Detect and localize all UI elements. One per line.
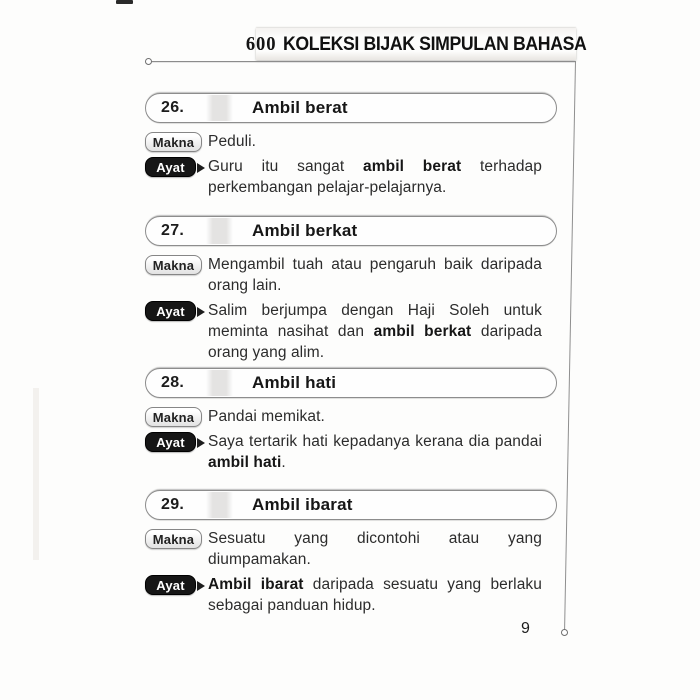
makna-badge [145,255,202,275]
entry-number-divider [206,95,233,121]
ayat-badge [145,432,196,452]
makna-badge [145,132,202,152]
makna-row [145,131,557,152]
entry-number-divider [206,218,233,244]
ayat-text: Ambil ibarat daripada sesuatu yang berlaku sebagai panduan hidup. [208,576,542,614]
entry-28 [145,368,557,473]
entry-title: Ambil hati [252,373,337,392]
right-rule-end-circle [561,629,568,636]
makna-badge-label: Makna [152,134,195,150]
ayat-row [145,300,557,363]
ayat-arrow-icon [197,163,205,173]
right-margin-rule [564,61,576,631]
entry-number-divider [206,492,233,518]
ayat-row [145,431,557,473]
makna-text: Peduli. [208,133,257,150]
entry-title: Ambil berat [252,98,348,117]
series-number: 600 [245,32,277,55]
scan-artifact-mark [116,0,133,4]
ayat-arrow-icon [197,581,205,591]
ayat-badge [145,157,196,177]
entry-27 [145,216,557,363]
ayat-arrow-icon [197,438,205,448]
makna-text: Pandai memikat. [208,408,325,425]
ayat-arrow-icon [197,307,205,317]
ayat-badge-label: Ayat [156,434,185,450]
page-number: 9 [521,620,530,637]
ayat-badge-label: Ayat [156,577,185,593]
ayat-badge-label: Ayat [156,159,185,175]
ayat-badge [145,575,196,595]
entry-header-box [145,216,557,246]
entry-number: 28. [161,374,185,391]
ayat-row [145,156,557,198]
entry-title: Ambil ibarat [252,495,353,514]
header-rule [152,61,576,62]
makna-row [145,254,557,296]
makna-text: Mengambil tuah atau pengaruh baik daripada orang lain. [208,256,542,294]
ayat-text: Guru itu sangat ambil berat terhadap perkembangan pelajar-pelajarnya. [208,158,542,196]
header-title-band [245,28,587,60]
page-title [246,33,587,56]
book-title: KOLEKSI BIJAK SIMPULAN BAHASA [282,33,587,55]
entry-number: 26. [161,99,185,116]
makna-row [145,528,557,570]
makna-badge [145,407,202,427]
makna-badge-label: Makna [152,531,195,547]
ayat-row [145,574,557,616]
scan-page-edge [33,388,39,560]
entry-header-box [145,490,557,520]
entry-number: 27. [161,222,185,239]
ayat-badge [145,301,196,321]
entry-29 [145,490,557,616]
entry-header-box [145,93,557,123]
entry-header-box [145,368,557,398]
entry-title: Ambil berkat [252,221,358,240]
makna-text: Sesuatu yang dicontohi atau yang diumpamakan. [208,530,542,568]
makna-badge-label: Makna [152,409,195,425]
ayat-text: Saya tertarik hati kepadanya kerana dia pandai ambil hati. [208,433,542,471]
entry-number: 29. [161,496,185,513]
entry-number-divider [206,370,233,396]
ayat-badge-label: Ayat [156,303,185,319]
entry-26 [145,93,557,198]
makna-row [145,406,557,427]
ayat-text: Salim berjumpa dengan Haji Soleh untuk meminta nasihat dan ambil berkat daripada orang yang alim. [208,302,542,361]
makna-badge [145,529,202,549]
makna-badge-label: Makna [152,257,195,273]
header-rule-end-circle [145,58,152,65]
